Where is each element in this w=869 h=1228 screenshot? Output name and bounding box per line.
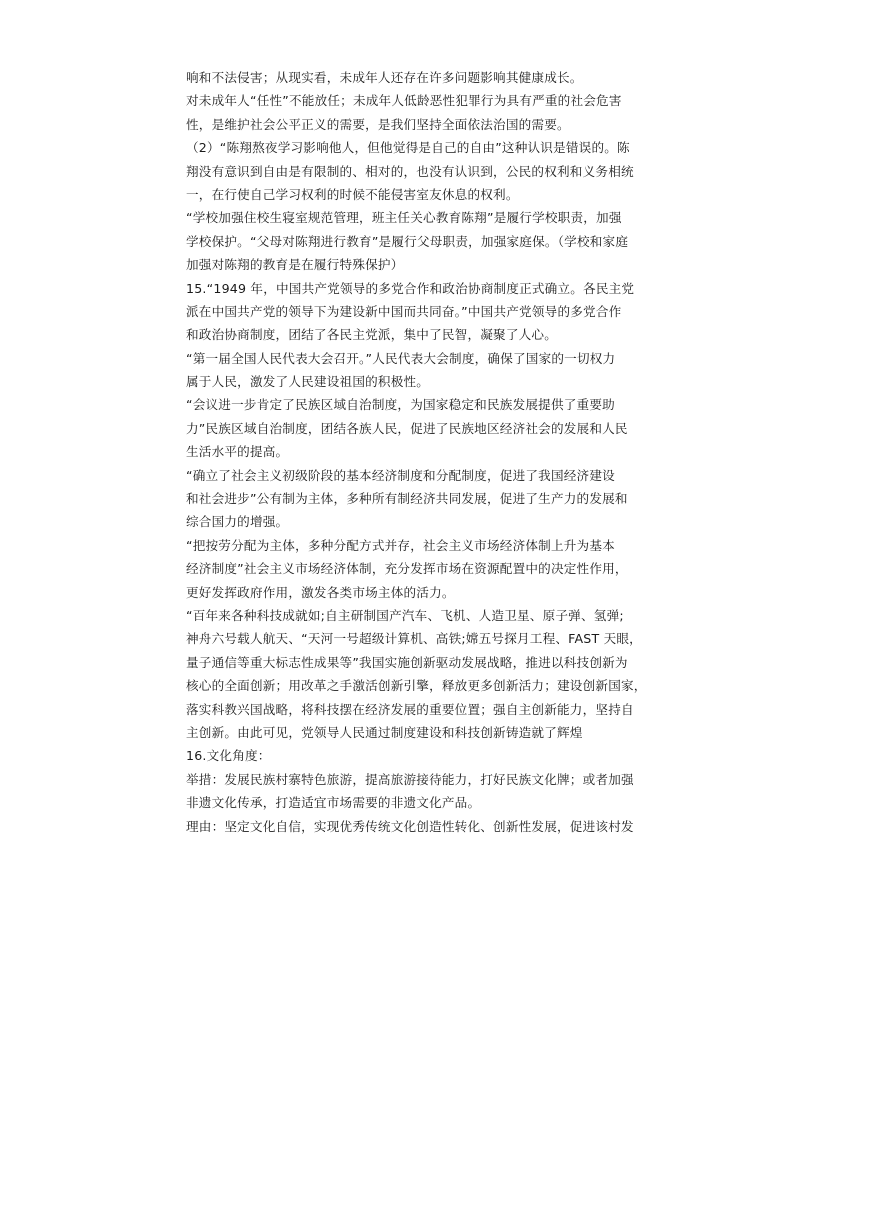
- text-line: 一，在行使自己学习权利的时候不能侵害室友休息的权利。: [186, 186, 519, 202]
- text-line: 性，是维护社会公平正义的需要，是我们坚持全面依法治国的需要。: [186, 116, 570, 132]
- text-line: 理由：坚定文化自信，实现优秀传统文化创造性转化、创新性发展，促进该村发: [186, 818, 634, 834]
- text-line: 量子通信等重大标志性成果等”我国实施创新驱动发展战略，推进以科技创新为: [186, 654, 628, 670]
- text-line: 和政治协商制度，团结了各民主党派，集中了民智，凝聚了人心。: [186, 327, 558, 343]
- text-line: 生活水平的提高。: [186, 444, 289, 460]
- text-line: 对未成年人“任性”不能放任；未成年人低龄恶性犯罪行为具有严重的社会危害: [186, 93, 622, 109]
- text-line: 属于人民，激发了人民建设祖国的积极性。: [186, 374, 430, 390]
- text-line: “会议进一步肯定了民族区域自治制度，为国家稳定和民族发展提供了重要助: [186, 397, 615, 413]
- text-line: 16.文化角度：: [186, 748, 271, 764]
- document-page: [186, 66, 676, 838]
- text-line: 15.“1949 年，中国共产党领导的多党合作和政治协商制度正式确立。各民主党: [186, 280, 635, 296]
- text-line: 更好发挥政府作用，激发各类市场主体的活力。: [186, 584, 455, 600]
- text-line: 力”民族区域自治制度，团结各族人民，促进了民族地区经济社会的发展和人民: [186, 420, 628, 436]
- text-line: “第一届全国人民代表大会召开。”人民代表大会制度，确保了国家的一切权力: [186, 350, 616, 366]
- text-line: 和社会进步”公有制为主体，多种所有制经济共同发展，促进了生产力的发展和: [186, 491, 628, 507]
- text-line: 神舟六号载人航天、“天河一号超级计算机、高铁;嫦五号探月工程、FAST 天眼，: [186, 631, 642, 647]
- text-line: 核心的全面创新；用改革之手激活创新引擎，释放更多创新活力；建设创新国家，: [186, 678, 647, 694]
- text-line: 响和不法侵害；从现实看，未成年人还存在许多问题影响其健康成长。: [186, 70, 583, 85]
- text-line: 非遗文化传承，打造适宜市场需要的非遗文化产品。: [186, 795, 481, 811]
- text-line: 经济制度”社会主义市场经济体制，充分发挥市场在资源配置中的决定性作用，: [186, 561, 628, 577]
- text-line: “把按劳分配为主体，多种分配方式并存，社会主义市场经济体制上升为基本: [186, 537, 615, 553]
- text-line: “确立了社会主义初级阶段的基本经济制度和分配制度，促进了我国经济建设: [186, 467, 615, 483]
- text-line: 综合国力的增强。: [186, 514, 289, 530]
- text-line: 主创新。由此可见，党领导人民通过制度建设和科技创新铸造就了辉煌: [186, 724, 583, 740]
- text-line: 举措：发展民族村寨特色旅游，提高旅游接待能力，打好民族文化牌；或者加强: [186, 771, 634, 787]
- text-line: 加强对陈翔的教育是在履行特殊保护）: [186, 257, 404, 273]
- text-line: “百年来各种科技成就如;自主研制国产汽车、飞机、人造卫星、原子弹、氢弹;: [186, 607, 624, 623]
- text-line: （2）“陈翔熬夜学习影响他人，但他觉得是自己的自由”这种认识是错误的。陈: [186, 140, 630, 156]
- text-line: “学校加强住校生寝室规范管理，班主任关心教育陈翔”是履行学校职责，加强: [186, 210, 622, 226]
- text-line: 派在中国共产党的领导下为建设新中国而共同奋。”中国共产党领导的多党合作: [186, 303, 622, 319]
- text-line: 学校保护。“父母对陈翔进行教育”是履行父母职责，加强家庭保。（学校和家庭: [186, 233, 629, 249]
- text-line: 翔没有意识到自由是有限制的、相对的，也没有认识到，公民的权利和义务相统: [186, 163, 634, 179]
- text-line: 落实科教兴国战略，将科技摆在经济发展的重要位置；强自主创新能力，坚持自: [186, 701, 634, 717]
